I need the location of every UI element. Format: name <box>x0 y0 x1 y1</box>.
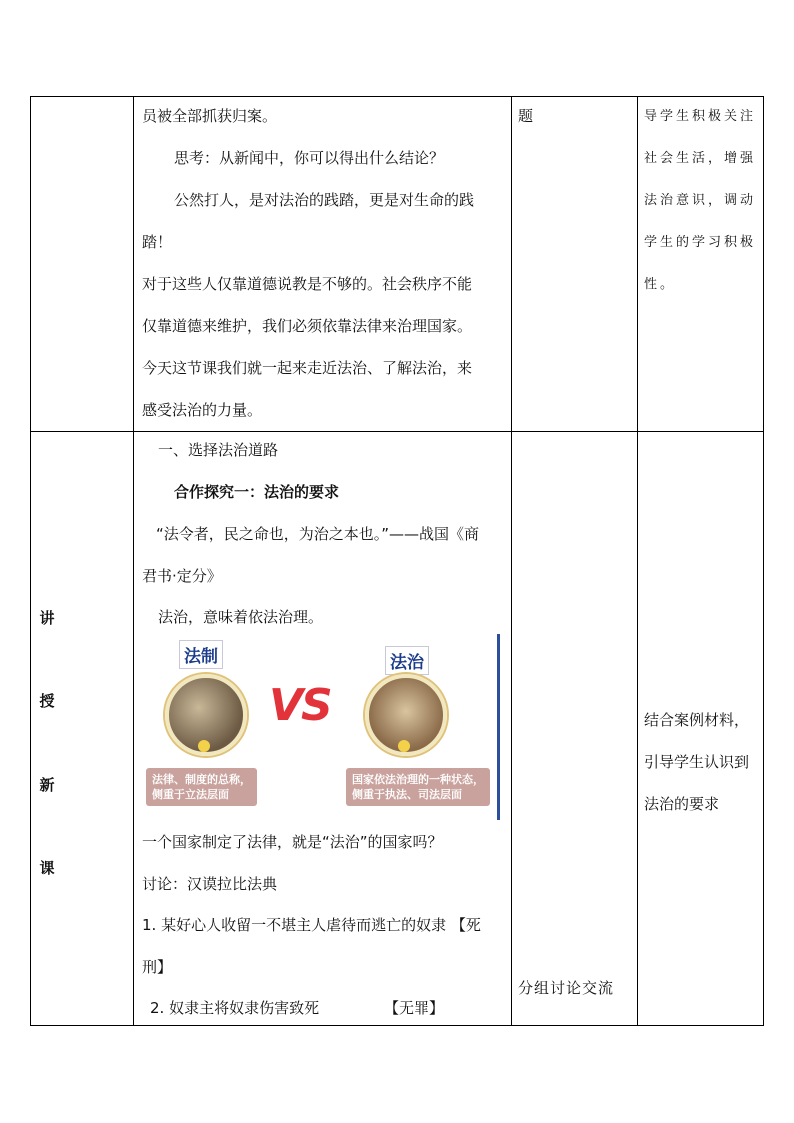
quote-line: “法令者，民之命也，为治之本也。”——战国《商 <box>156 525 480 543</box>
intent-line: 导学生积极关注 <box>644 109 757 124</box>
intent-line: 结合案例材料， <box>644 711 750 729</box>
comparison-image <box>143 632 503 820</box>
content-line: 仅靠道德来维护，我们必须依靠法律来治理国家。 <box>142 317 473 335</box>
intent-line: 法治的要求 <box>644 795 720 813</box>
content-line: 感受法治的力量。 <box>142 401 263 419</box>
student-activity: 分组讨论交流 <box>518 979 615 997</box>
content-line: 今天这节课我们就一起来走近法治、了解法治，来 <box>142 359 473 377</box>
column-divider <box>133 97 134 1025</box>
stage-char: 课 <box>39 859 55 877</box>
case-item: 刑】 <box>142 958 173 976</box>
intent-line: 学生的学习积极 <box>644 235 757 250</box>
question: 一个国家制定了法律，就是“法治”的国家吗？ <box>142 833 443 851</box>
caption-line: 法律、制度的总称， <box>152 773 251 786</box>
caption-line: 侧重于执法、司法层面 <box>352 788 462 801</box>
right-tag: 法治 <box>385 646 429 675</box>
case-verdict: 【无罪】 <box>384 999 445 1017</box>
student-activity: 题 <box>518 107 534 125</box>
case-item: 1. 某好心人收留一不堪主人虐待而逃亡的奴隶 【死 <box>142 916 481 934</box>
explore-title: 合作探究一：法治的要求 <box>174 483 340 501</box>
intent-line: 引导学生认识到 <box>644 753 750 771</box>
decorative-dot <box>398 740 410 752</box>
quote-line: 君书·定分》 <box>142 567 222 585</box>
stage-char: 授 <box>39 692 55 710</box>
right-caption <box>346 768 490 806</box>
stage-char: 新 <box>39 776 55 794</box>
stage-char: 讲 <box>39 609 55 627</box>
content-line: 员被全部抓获归案。 <box>142 107 278 125</box>
left-caption <box>146 768 257 806</box>
content-line: 公然打人，是对法治的践踏，更是对生命的践 <box>174 191 475 209</box>
definition: 法治，意味着依法治理。 <box>158 608 324 626</box>
column-divider <box>637 97 638 1025</box>
vs-label: VS <box>269 680 331 731</box>
intent-line: 性。 <box>644 277 677 292</box>
discussion: 讨论：汉谟拉比法典 <box>142 875 278 893</box>
content-line: 对于这些人仅靠道德说教是不够的。社会秩序不能 <box>142 275 473 293</box>
content-line: 踏！ <box>142 233 173 251</box>
left-tag: 法制 <box>179 640 223 669</box>
content-line: 思考：从新闻中，你可以得出什么结论？ <box>174 149 445 167</box>
section-heading: 一、选择法治道路 <box>158 441 279 459</box>
case-item: 2. 奴隶主将奴隶伤害致死 <box>150 999 320 1017</box>
intent-line: 社会生活，增强 <box>644 151 757 166</box>
intent-line: 法治意识，调动 <box>644 193 757 208</box>
accent-bar <box>497 634 500 820</box>
column-divider <box>511 97 512 1025</box>
row-divider <box>31 431 763 432</box>
caption-line: 国家依法治理的一种状态， <box>352 773 484 786</box>
decorative-dot <box>198 740 210 752</box>
caption-line: 侧重于立法层面 <box>152 788 229 801</box>
